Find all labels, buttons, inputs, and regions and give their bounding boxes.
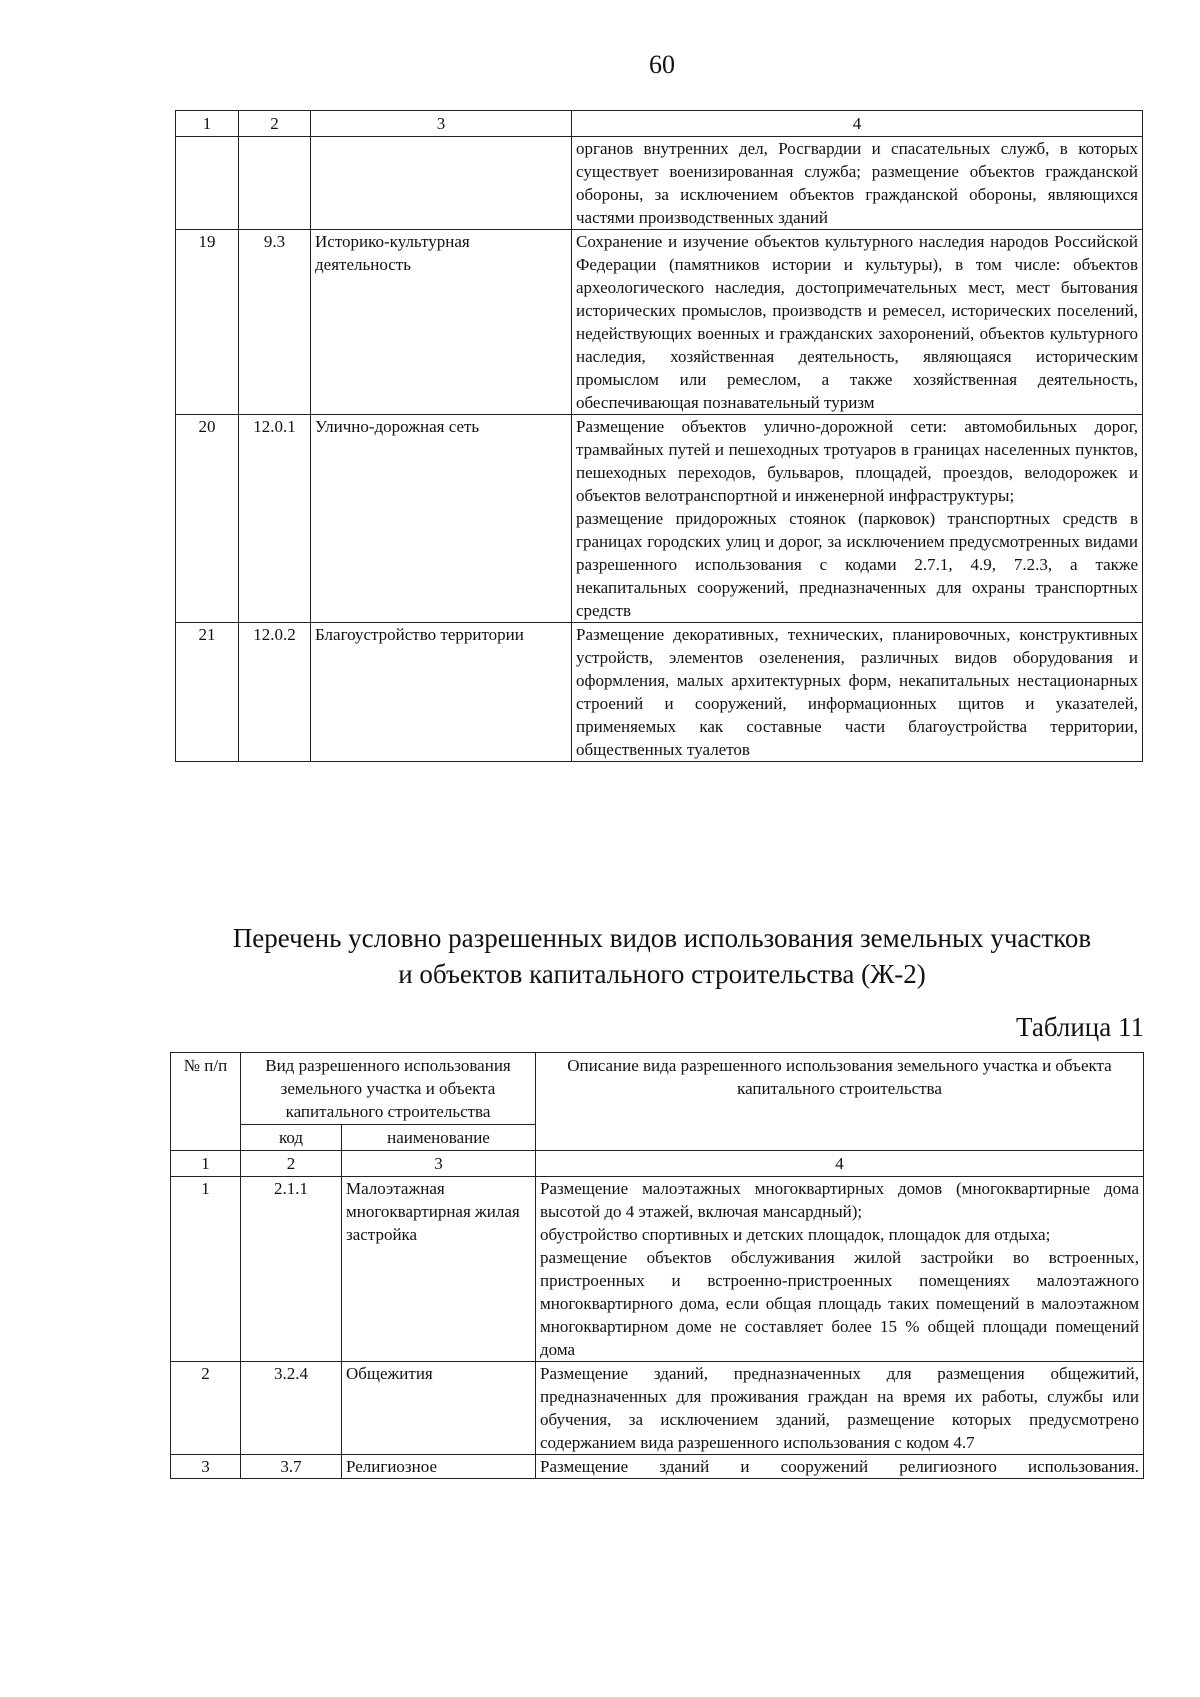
column-number-row xyxy=(171,1151,1144,1177)
col-header-3: 3 xyxy=(311,111,572,137)
header-kind: Вид разрешенного использования земельного участка и объекта капитального строительства xyxy=(241,1053,536,1125)
row-description: Сохранение и изучение объектов культурного наследия народов Российской Федерации (памятников истории и культуры), в том числе: объектов археологического наследия, достопримечательных мест, мест бытования исторических промыслов, производств и ремесел, исторических поселений, недействующих военных и гражданских захоронений, объектов культурного наследия, хозяйственная деятельность, являющаяся историческим промыслом или ремеслом, а также хозяйственная деятельность, обеспечивающая познавательный туризм xyxy=(572,230,1143,415)
header-code: код xyxy=(241,1125,342,1151)
table-label: Таблица 11 xyxy=(1016,1012,1144,1042)
row-description-part: Размещение малоэтажных многоквартирных домов (многоквартирные дома высотой до 4 этажей, включая мансардный); xyxy=(540,1179,1139,1221)
row-description-part: размещение придорожных стоянок (парковок) транспортных средств в границах городских улиц и дорог, за исключением предусмотренных видами разрешенного использования с кодами 2.7.1, 4.9, 7.2.3, а также некапитальных сооружений, предназначенных для охраны транспортных средств xyxy=(576,509,1138,620)
col-number-1: 1 xyxy=(171,1151,241,1177)
row-description xyxy=(536,1177,1144,1362)
row-description: органов внутренних дел, Росгвардии и спасательных служб, в которых существует военизированная служба; размещение объектов гражданской обороны, за исключением объектов гражданской обороны, являющихся частями производственных зданий xyxy=(572,137,1143,230)
row-description-part: Размещение объектов улично-дорожной сети: автомобильных дорог, трамвайных путей и пешеходных тротуаров в границах населенных пунктов, пешеходных переходов, бульваров, площадей, проездов, велодорожек и объектов велотранспортной и инженерной инфраструктуры; xyxy=(576,417,1138,505)
page-number: 60 xyxy=(649,50,675,79)
col-header-4: 4 xyxy=(572,111,1143,137)
table-row xyxy=(171,1362,1144,1455)
row-description-part: размещение объектов обслуживания жилой застройки во встроенных, пристроенных и встроенно-пристроенных помещениях малоэтажного многоквартирного дома, если общая площадь таких помещений в малоэтажном многоквартирном доме не составляет более 15 % общей площади помещений дома xyxy=(540,1248,1139,1359)
row-name: Улично-дорожная сеть xyxy=(311,415,572,623)
table-row xyxy=(176,137,1143,230)
row-number: 1 xyxy=(171,1177,241,1362)
table-row xyxy=(176,230,1143,415)
table-row xyxy=(171,1177,1144,1362)
row-name: Малоэтажная многоквартирная жилая застройка xyxy=(342,1177,536,1362)
row-code xyxy=(239,137,311,230)
section-heading xyxy=(0,920,1200,992)
row-code: 12.0.1 xyxy=(239,415,311,623)
col-header-1: 1 xyxy=(176,111,239,137)
header-name: наименование xyxy=(342,1125,536,1151)
row-number: 2 xyxy=(171,1362,241,1455)
heading-line-2: и объектов капитального строительства (Ж-2) xyxy=(398,959,926,989)
row-number: 3 xyxy=(171,1455,241,1479)
col-number-3: 3 xyxy=(342,1151,536,1177)
land-use-table-continued xyxy=(175,110,1143,762)
row-number: 19 xyxy=(176,230,239,415)
conditional-use-table xyxy=(170,1052,1144,1479)
row-description-part: обустройство спортивных и детских площадок, площадок для отдыха; xyxy=(540,1225,1051,1244)
row-code: 3.2.4 xyxy=(241,1362,342,1455)
row-code: 9.3 xyxy=(239,230,311,415)
table-header-row xyxy=(171,1053,1144,1125)
col-header-2: 2 xyxy=(239,111,311,137)
table-row xyxy=(176,415,1143,623)
col-number-4: 4 xyxy=(536,1151,1144,1177)
row-number xyxy=(176,137,239,230)
table-header-row xyxy=(176,111,1143,137)
row-code: 3.7 xyxy=(241,1455,342,1479)
row-description xyxy=(572,415,1143,623)
table-row xyxy=(171,1455,1144,1479)
row-name: Религиозное xyxy=(342,1455,536,1479)
row-name: Общежития xyxy=(342,1362,536,1455)
row-code: 2.1.1 xyxy=(241,1177,342,1362)
row-description: Размещение зданий, предназначенных для размещения общежитий, предназначенных для проживания граждан на время их работы, службы или обучения, за исключением зданий, размещение которых предусмотрено содержанием вида разрешенного использования с кодом 4.7 xyxy=(536,1362,1144,1455)
col-number-2: 2 xyxy=(241,1151,342,1177)
table-row xyxy=(176,623,1143,762)
row-description: Размещение зданий и сооружений религиозного использования. xyxy=(536,1455,1144,1479)
heading-line-1: Перечень условно разрешенных видов использования земельных участков xyxy=(232,923,1092,953)
row-code: 12.0.2 xyxy=(239,623,311,762)
row-name: Благоустройство территории xyxy=(311,623,572,762)
row-number: 20 xyxy=(176,415,239,623)
row-name: Историко-культурная деятельность xyxy=(311,230,572,415)
row-name xyxy=(311,137,572,230)
row-number: 21 xyxy=(176,623,239,762)
row-description: Размещение декоративных, технических, планировочных, конструктивных устройств, элементов озеленения, различных видов оборудования и оформления, малых архитектурных форм, некапитальных нестационарных строений и сооружений, информационных щитов и указателей, применяемых как составные части благоустройства территории, общественных туалетов xyxy=(572,623,1143,762)
header-description: Описание вида разрешенного использования земельного участка и объекта капитального строительства xyxy=(536,1053,1144,1151)
header-number: № п/п xyxy=(171,1053,241,1151)
